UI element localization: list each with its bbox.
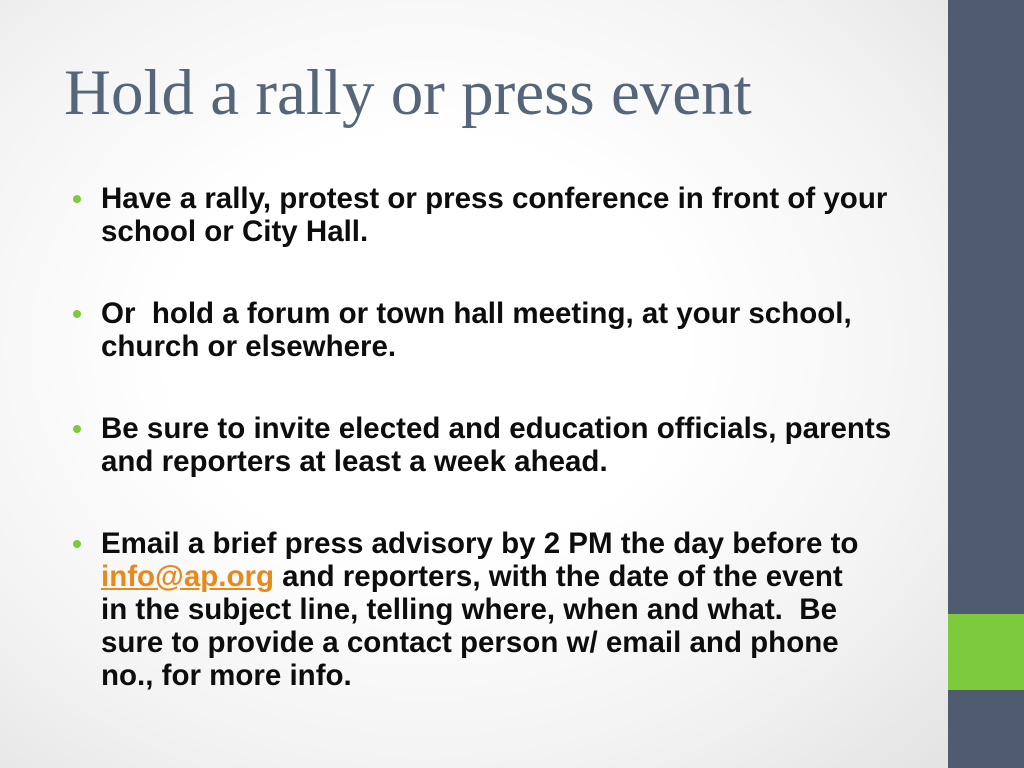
bullet-text-line: Be sure to invite elected and education officials, parents [101,412,892,445]
bullet-text-line: Or hold a forum or town hall meeting, at your school, [101,297,852,330]
bullet-icon [73,195,81,203]
bullet-text-line: Email a brief press advisory by 2 PM the day before to [101,527,859,560]
bullet-item [101,297,941,363]
bullet-item [101,527,941,692]
bullet-text-line: church or elsewhere. [101,330,397,363]
bullet-text-segment: and reporters, with the date of the event [273,560,843,593]
bullet-icon [73,540,81,548]
bullet-text-line: and reporters at least a week ahead. [101,445,608,478]
bullet-text-line: no., for more info. [101,659,352,692]
accent-block [948,614,1024,690]
bullet-text-line: Have a rally, protest or press conference in front of your [101,182,888,215]
bullet-item [101,412,941,478]
bullet-text-line: in the subject line, telling where, when and what. Be [101,593,837,626]
bullet-icon [73,310,81,318]
email-link[interactable]: info@ap.org [101,560,274,593]
bullet-text-line: sure to provide a contact person w/ email and phone [101,626,839,659]
bullet-icon [73,425,81,433]
slide-title: Hold a rally or press event [64,57,752,129]
bullet-text-line: school or City Hall. [101,215,369,248]
bullet-list [101,182,941,741]
bullet-item [101,182,941,248]
bullet-text-line [101,560,941,593]
